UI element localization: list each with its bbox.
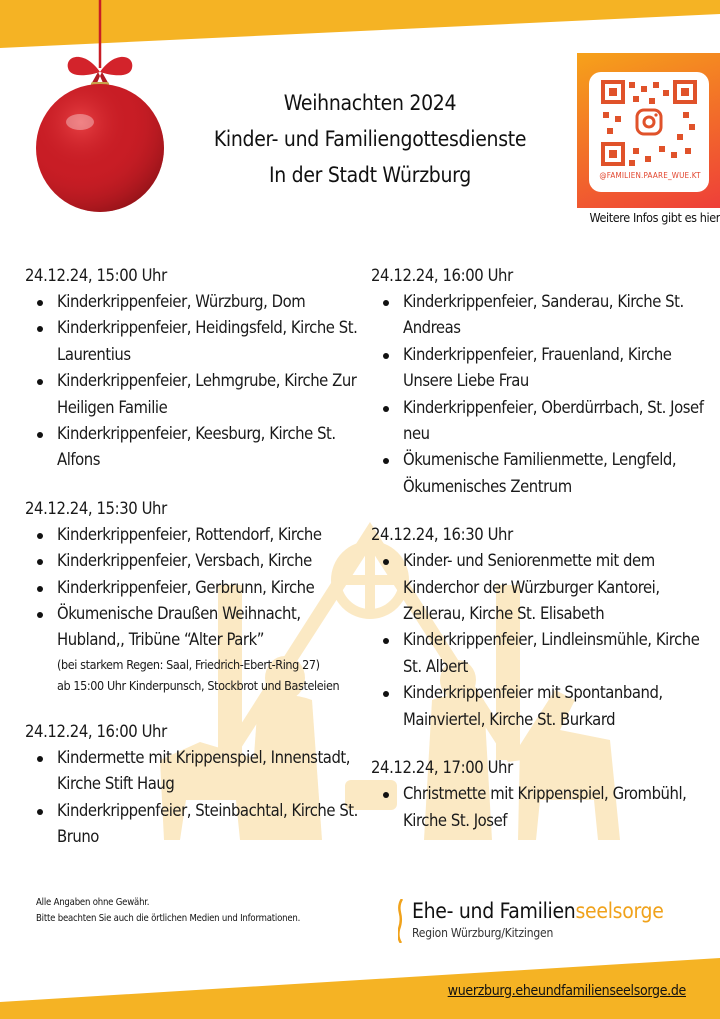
bullet-icon [37,533,43,539]
bullet-icon [37,559,43,565]
time-heading: 24.12.24, 16:00 Uhr [371,266,513,285]
time-block [371,522,706,733]
bullet-icon [37,612,43,618]
logo-accent-text: seelsorge [575,899,664,923]
service-item: Christmette mit Krippenspiel, Grombühl, Kirche St. Josef [371,781,706,834]
service-item: Kinderkrippenfeier, Würzburg, Dom [25,289,370,315]
title-line-2: Kinder- und Familiengottesdienste [213,127,527,151]
service-item: Kinderkrippenfeier, Heidingsfeld, Kirche St. Laurentius [25,315,370,368]
qr-caption: Weitere Infos gibt es hier [589,210,720,225]
service-item: Kinderkrippenfeier, Sanderau, Kirche St. Andreas [371,289,706,342]
title-line-3: In der Stadt Würzburg [269,163,471,187]
service-item: Kindermette mit Krippenspiel, Innenstadt, Kirche Stift Haug [25,745,370,798]
service-item: Kinderkrippenfeier, Versbach, Kirche [25,548,370,574]
bullet-icon [37,326,43,332]
bullet-icon [383,792,389,798]
service-item: Ökumenische Familienmette, Lengfeld, Ökumenisches Zentrum [371,447,706,500]
service-item: Kinder- und Seniorenmette mit dem Kinderchor der Würzburger Kantorei, Zellerau, Kirche St. Elisabeth [371,548,706,627]
disclaimer-line-2: Bitte beachten Sie auch die örtlichen Medien und Informationen. [36,913,301,924]
bullet-icon [383,691,389,697]
instagram-handle: @FAMILIEN.PAARE_WUE.KT [599,171,701,180]
disclaimer-line-1: Alle Angaben ohne Gewähr. [36,897,150,908]
time-block [25,719,370,851]
instagram-icon [637,110,661,134]
bullet-icon [37,379,43,385]
website-link[interactable]: wuerzburg.eheundfamilienseelsorge.de [447,983,686,999]
top-band [0,0,720,48]
service-item: Kinderkrippenfeier, Frauenland, Kirche Unsere Liebe Frau [371,342,706,395]
service-item: Kinderkrippenfeier, Gerbrunn, Kirche [25,575,370,601]
time-block [25,496,370,697]
qr-pattern [589,72,709,172]
bullet-icon [383,406,389,412]
bullet-icon [37,756,43,762]
logo-region: Region Würzburg/Kitzingen [412,926,554,940]
organization-logo [412,899,664,923]
time-heading: 24.12.24, 15:00 Uhr [25,266,167,285]
service-item: Kinderkrippenfeier, Keesburg, Kirche St. Alfons [25,421,370,474]
time-block [371,755,706,834]
service-item: Ökumenische Draußen Weihnacht, Hubland,, Tribüne “Alter Park” [25,601,370,654]
bullet-icon [37,586,43,592]
bullet-icon [383,559,389,565]
time-heading: 24.12.24, 16:30 Uhr [371,525,513,545]
service-item: Kinderkrippenfeier, Steinbachtal, Kirche St. Bruno [25,798,370,851]
service-item: Kinderkrippenfeier, Oberdürrbach, St. Josef neu [371,395,706,448]
schedule-left-column [25,263,370,873]
schedule-right-column [371,263,706,856]
service-item: Kinderkrippenfeier, Lindleinsmühle, Kirche St. Albert [371,627,706,680]
logo-main-text: Ehe- und Familien [412,899,576,923]
service-item: Kinderkrippenfeier, Rottendorf, Kirche [25,522,370,548]
service-item: Kinderkrippenfeier mit Spontanband, Mainviertel, Kirche St. Burkard [371,680,706,733]
service-item: Kinderkrippenfeier, Lehmgrube, Kirche Zur Heiligen Familie [25,368,370,421]
logo-bracket-icon [398,899,403,943]
bullet-icon [37,300,43,306]
time-block [371,263,706,500]
bullet-icon [37,809,43,815]
rain-note: (bei starkem Regen: Saal, Friedrich-Ebert-Ring 27) [57,656,320,672]
bullet-icon [383,353,389,359]
bullet-icon [383,638,389,644]
time-heading: 24.12.24, 17:00 Uhr [371,758,513,778]
time-heading: 24.12.24, 15:30 Uhr [25,498,167,518]
bullet-icon [383,458,389,464]
time-heading: 24.12.24, 16:00 Uhr [25,721,167,741]
title-line-1: Weihnachten 2024 [283,91,457,115]
bullet-icon [37,432,43,438]
time-block [25,263,370,474]
bullet-icon [383,300,389,306]
extras-note: ab 15:00 Uhr Kinderpunsch, Stockbrot und Basteleien [57,678,340,694]
